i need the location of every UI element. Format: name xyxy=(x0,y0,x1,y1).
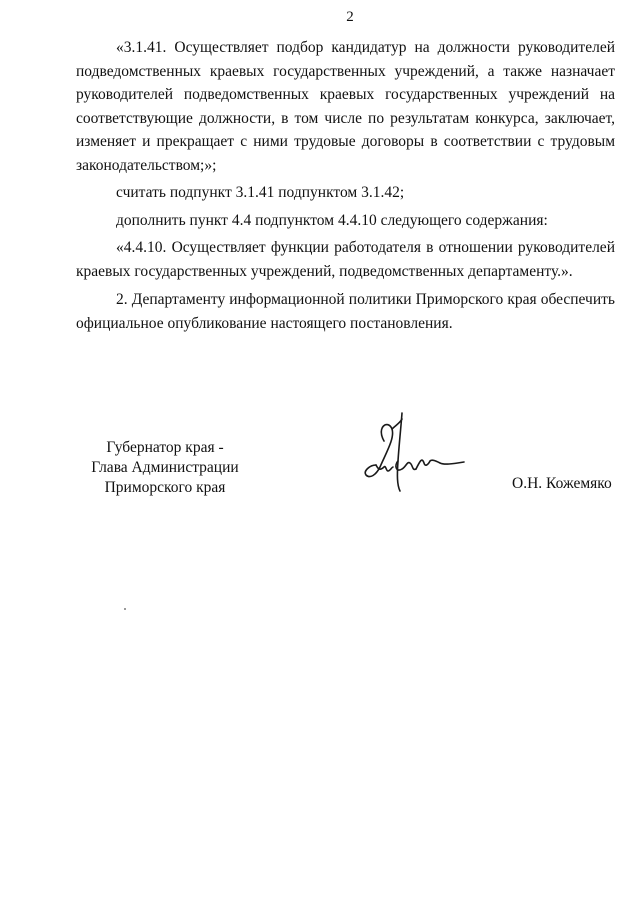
paragraph-publication: 2. Департаменту информационной политики Приморского края обеспечить официальное опубликование настоящего постановления. xyxy=(76,291,615,332)
signatory-title xyxy=(80,438,250,498)
page-number: 2 xyxy=(346,9,354,25)
document-body xyxy=(76,36,615,335)
scan-speck xyxy=(124,608,126,610)
paragraph-renumber: считать подпункт 3.1.41 подпунктом 3.1.42; xyxy=(116,184,405,201)
paragraph-4-4-10: «4.4.10. Осуществляет функции работодателя в отношении руководителей краевых государственных учреждений, подведомственных департаменту.». xyxy=(76,239,615,280)
signatory-title-line-3: Приморского края xyxy=(104,479,226,496)
signatory-name: О.Н. Кожемяко xyxy=(512,475,612,492)
signatory-title-line-1: Губернатор края - xyxy=(106,439,224,456)
signatory-title-line-2: Глава Администрации xyxy=(91,459,239,476)
paragraph-add-subitem: дополнить пункт 4.4 подпунктом 4.4.10 следующего содержания: xyxy=(116,211,548,229)
paragraph-3-1-41: «3.1.41. Осуществляет подбор кандидатур на должности руководителей подведомственных краевых государственных учреждений, а также назначает руководителей подведомственных краевых государственных учреждений на соответствующие должности, в том числе по результатам конкурса, заключает, изменяет и прекращает с ними трудовые договоры в соответствии с трудовым законодательством;»; xyxy=(76,39,615,174)
handwritten-signature xyxy=(340,405,470,500)
